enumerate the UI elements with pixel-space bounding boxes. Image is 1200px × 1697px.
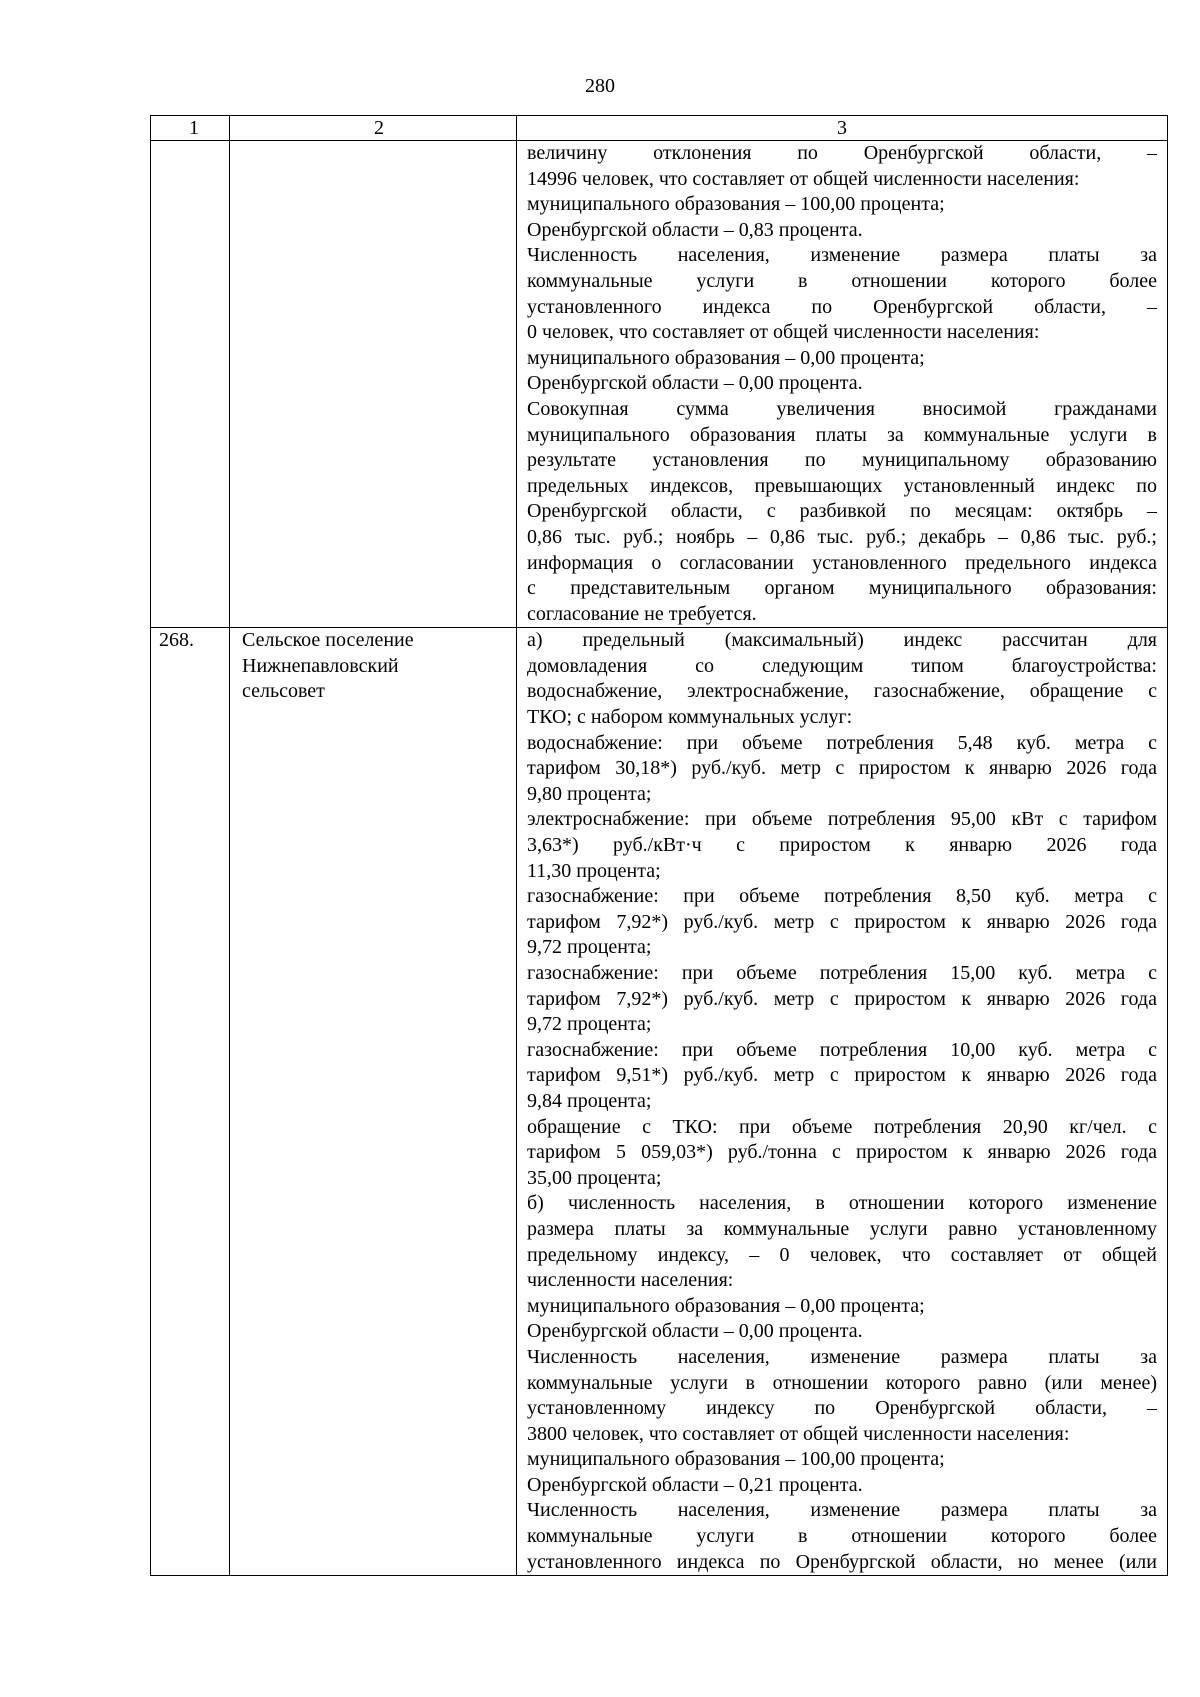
description-line: Оренбургской области – 0,21 процента. bbox=[527, 1473, 863, 1496]
municipality-name-cell bbox=[230, 141, 517, 628]
description-line: коммунальные услуги в отношении которого равно (или менее) bbox=[527, 1371, 1157, 1394]
description-line: 11,30 процента; bbox=[527, 859, 661, 882]
description-line: 35,00 процента; bbox=[527, 1166, 662, 1189]
municipality-name-cell bbox=[230, 628, 517, 1576]
description-line: муниципального образования – 100,00 процента; bbox=[527, 1448, 945, 1471]
description-line: 0,86 тыс. руб.; ноябрь – 0,86 тыс. руб.; декабрь – 0,86 тыс. руб.; bbox=[527, 525, 1157, 548]
municipality-name-line: сельсовет bbox=[242, 680, 325, 703]
description-line: обращение с ТКО: при объеме потребления 20,90 кг/чел. с bbox=[527, 1115, 1157, 1138]
description-line: Совокупная сумма увеличения вносимой гражданами bbox=[527, 397, 1157, 420]
description-line: 9,80 процента; bbox=[527, 782, 652, 805]
municipality-name-line: Нижнепавловский bbox=[242, 654, 399, 677]
row-number-cell: 268. bbox=[151, 628, 230, 1576]
description-line: 9,84 процента; bbox=[527, 1089, 652, 1112]
description-line: Оренбургской области – 0,00 процента. bbox=[527, 372, 863, 395]
description-line: 14996 человек, что составляет от общей численности населения: bbox=[527, 167, 1080, 190]
description-line: водоснабжение: при объеме потребления 5,48 куб. метра с bbox=[527, 731, 1157, 754]
description-line: тарифом 5 059,03*) руб./тонна с приростом к январю 2026 года bbox=[527, 1141, 1157, 1164]
description-line: размера платы за коммунальные услуги равно установленному bbox=[527, 1217, 1157, 1240]
description-line: с представительным органом муниципального образования: bbox=[527, 577, 1157, 600]
description-line: муниципального образования – 0,00 процента; bbox=[527, 346, 925, 369]
description-line: газоснабжение: при объеме потребления 8,50 куб. метра с bbox=[527, 885, 1157, 908]
description-line: газоснабжение: при объеме потребления 15,00 куб. метра с bbox=[527, 962, 1157, 984]
description-line: установленного индекса по Оренбургской области, но менее (или bbox=[527, 1550, 1157, 1573]
description-line: установленного индекса по Оренбургской области, – bbox=[527, 295, 1157, 318]
description-line: Оренбургской области – 0,83 процента. bbox=[527, 218, 863, 241]
municipality-name-line: Сельское поселение bbox=[242, 629, 414, 652]
header-col-3: 3 bbox=[517, 116, 1168, 141]
header-col-1: 1 bbox=[151, 116, 230, 141]
document-table bbox=[150, 115, 1168, 1576]
description-line: предельных индексов, превышающих установленный индекс по bbox=[527, 474, 1157, 497]
description-line: тарифом 9,51*) руб./куб. метр с приростом к январю 2026 года bbox=[527, 1064, 1157, 1087]
description-line: 0 человек, что составляет от общей численности населения: bbox=[527, 321, 1040, 344]
description-line: величину отклонения по Оренбургской области, – bbox=[527, 142, 1157, 164]
description-line: тарифом 30,18*) руб./куб. метр с приростом к январю 2026 года bbox=[527, 757, 1157, 780]
description-line: б) численность населения, в отношении которого изменение bbox=[527, 1192, 1157, 1215]
description-line: тарифом 7,92*) руб./куб. метр с приростом к январю 2026 года bbox=[527, 987, 1157, 1010]
header-col-2: 2 bbox=[230, 116, 517, 141]
description-line: коммунальные услуги в отношении которого более bbox=[527, 1525, 1157, 1548]
table-row bbox=[151, 628, 1168, 1576]
description-line: 9,72 процента; bbox=[527, 1013, 652, 1036]
description-line: домовладения со следующим типом благоустройства: bbox=[527, 654, 1157, 677]
description-line: водоснабжение, электроснабжение, газоснабжение, обращение с bbox=[527, 680, 1157, 703]
description-line: электроснабжение: при объеме потребления 95,00 кВт с тарифом bbox=[527, 808, 1157, 831]
description-line: информация о согласовании установленного предельного индекса bbox=[527, 551, 1157, 574]
description-line: 9,72 процента; bbox=[527, 936, 652, 959]
description-line: газоснабжение: при объеме потребления 10,00 куб. метра с bbox=[527, 1038, 1157, 1061]
row-number-cell bbox=[151, 141, 230, 628]
description-line: результате установления по муниципальному образованию bbox=[527, 449, 1157, 472]
description-line: согласование не требуется. bbox=[527, 602, 757, 625]
description-line: предельному индексу, – 0 человек, что составляет от общей bbox=[527, 1243, 1157, 1266]
description-line: муниципального образования – 100,00 процента; bbox=[527, 193, 945, 216]
description-line: Оренбургской области, с разбивкой по месяцам: октябрь – bbox=[527, 500, 1157, 523]
description-line: Численность населения, изменение размера платы за bbox=[527, 1499, 1157, 1522]
description-line: Численность населения, изменение размера платы за bbox=[527, 1345, 1157, 1368]
table-row bbox=[151, 141, 1168, 628]
description-line: установленному индексу по Оренбургской области, – bbox=[527, 1397, 1157, 1420]
description-line: коммунальные услуги в отношении которого более bbox=[527, 269, 1157, 292]
description-line: 3800 человек, что составляет от общей численности населения: bbox=[527, 1422, 1070, 1445]
page-number: 280 bbox=[585, 75, 615, 97]
description-cell bbox=[517, 141, 1168, 628]
description-line: 3,63*) руб./кВт·ч с приростом к январю 2026 года bbox=[527, 834, 1157, 857]
description-line: Численность населения, изменение размера платы за bbox=[527, 244, 1157, 267]
description-cell bbox=[517, 628, 1168, 1576]
description-line: ТКО; с набором коммунальных услуг: bbox=[527, 706, 853, 729]
description-line: а) предельный (максимальный) индекс рассчитан для bbox=[527, 629, 1157, 652]
description-line: тарифом 7,92*) руб./куб. метр с приростом к январю 2026 года bbox=[527, 910, 1157, 933]
description-line: Оренбургской области – 0,00 процента. bbox=[527, 1320, 863, 1343]
description-line: муниципального образования платы за коммунальные услуги в bbox=[527, 423, 1157, 446]
description-line: численности населения: bbox=[527, 1269, 734, 1292]
description-line: муниципального образования – 0,00 процента; bbox=[527, 1294, 925, 1317]
table-header-row bbox=[151, 116, 1168, 141]
